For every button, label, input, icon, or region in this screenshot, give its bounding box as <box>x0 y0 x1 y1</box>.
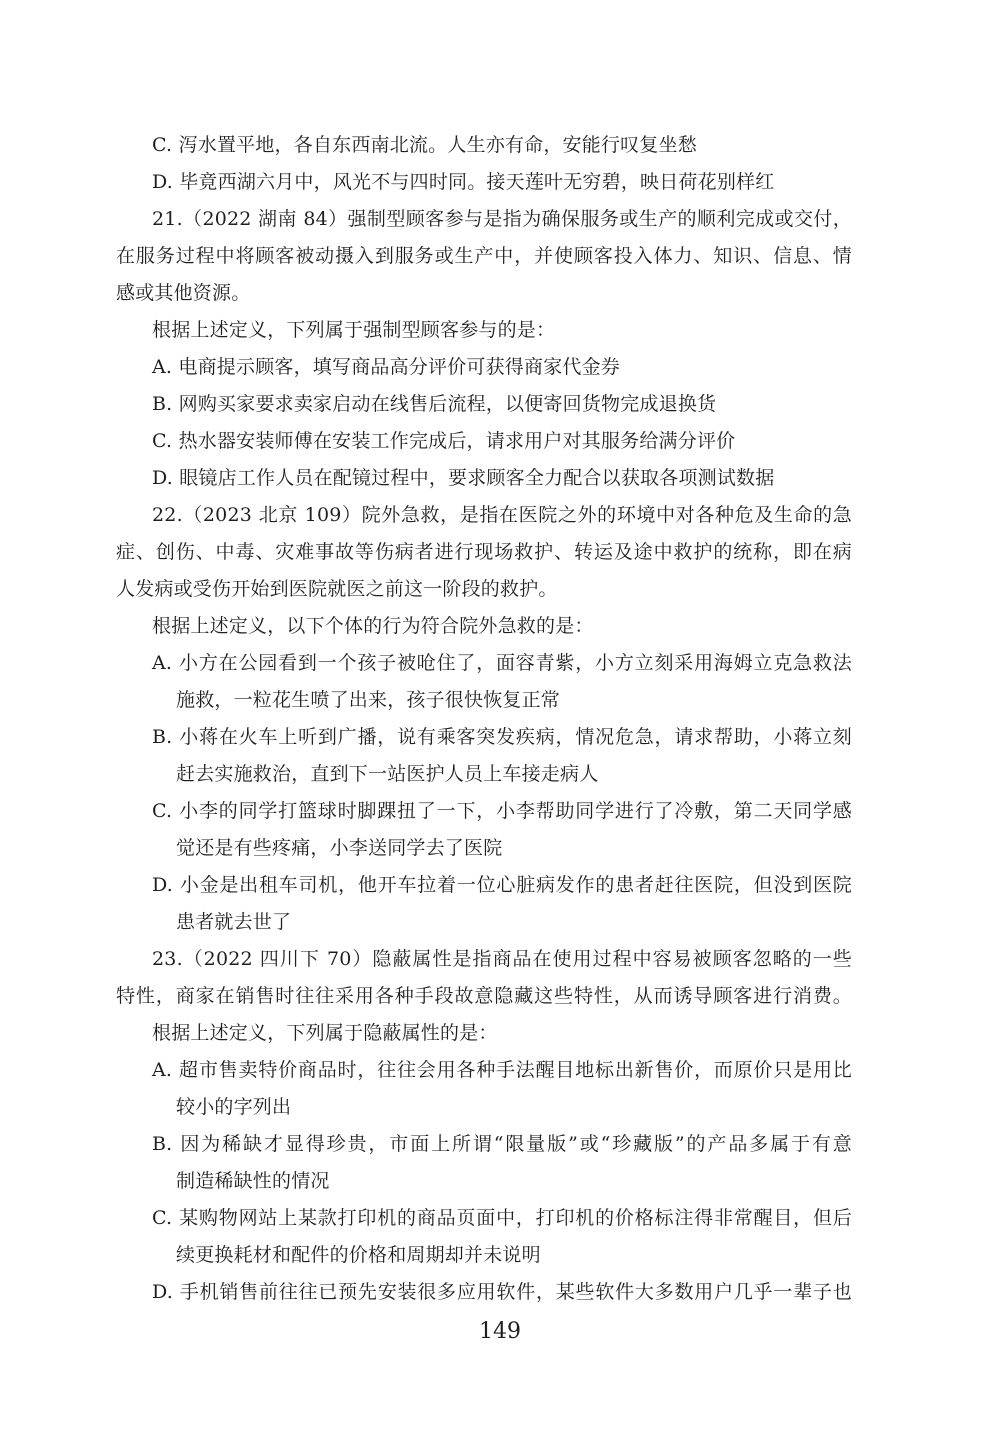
q21-option-d: D. 眼镜店工作人员在配镜过程中，要求顾客全力配合以获取各项测试数据 <box>152 467 775 489</box>
q23-option-b-line-2: 制造稀缺性的情况 <box>176 1170 330 1192</box>
q22-option-d-line-1: D. 小金是出租车司机，他开车拉着一位心脏病发作的患者赶往医院，但没到医院 <box>152 874 852 896</box>
q23-stem-line-1: 23.（2022 四川下 70）隐蔽属性是指商品在使用过程中容易被顾客忽略的一些 <box>152 948 852 970</box>
q22-option-c-line-1: C. 小李的同学打篮球时脚踝扭了一下，小李帮助同学进行了冷敷，第二天同学感 <box>152 800 852 822</box>
q22-stem-line-1: 22.（2023 北京 109）院外急救，是指在医院之外的环境中对各种危及生命的急 <box>152 504 852 526</box>
q21-stem-line-1: 21.（2022 湖南 84）强制型顾客参与是指为确保服务或生产的顺利完成或交付， <box>152 208 852 230</box>
page-number: 149 <box>479 1319 521 1344</box>
q23-option-d-line-1: D. 手机销售前往往已预先安装很多应用软件，某些软件大多数用户几乎一辈子也 <box>152 1281 852 1303</box>
q23-stem-line-2: 特性，商家在销售时往往采用各种手段故意隐藏这些特性，从而诱导顾客进行消费。 <box>116 985 852 1007</box>
q21-option-c: C. 热水器安装师傅在安装工作完成后，请求用户对其服务给满分评价 <box>152 430 736 452</box>
q22-option-a-line-1: A. 小方在公园看到一个孩子被呛住了，面容青紫，小方立刻采用海姆立克急救法 <box>152 652 852 674</box>
q21-option-a: A. 电商提示顾客，填写商品高分评价可获得商家代金券 <box>152 356 621 378</box>
q22-option-b-line-2: 赶去实施救治，直到下一站医护人员上车接走病人 <box>176 763 599 785</box>
q23-option-c-line-2: 续更换耗材和配件的价格和周期却并未说明 <box>176 1244 541 1266</box>
q23-prompt: 根据上述定义，下列属于隐蔽属性的是： <box>152 1022 498 1044</box>
q22-option-a-line-2: 施救，一粒花生喷了出来，孩子很快恢复正常 <box>176 689 561 711</box>
q23-option-b-line-1: B. 因为稀缺才显得珍贵，市面上所谓“限量版”或“珍藏版”的产品多属于有意 <box>152 1133 852 1155</box>
q23-option-a-line-2: 较小的字列出 <box>176 1096 292 1118</box>
q21-option-b: B. 网购买家要求卖家启动在线售后流程，以便寄回货物完成退换货 <box>152 393 717 415</box>
prev-option-c: C. 泻水置平地，各自东西南北流。人生亦有命，安能行叹复坐愁 <box>152 134 697 156</box>
q21-stem-line-3: 感或其他资源。 <box>116 282 251 304</box>
q22-prompt: 根据上述定义，以下个体的行为符合院外急救的是： <box>152 615 594 637</box>
q22-stem-line-2: 症、创伤、中毒、灾难事故等伤病者进行现场救护、转运及途中救护的统称，即在病 <box>116 541 852 563</box>
q21-stem-line-2: 在服务过程中将顾客被动摄入到服务或生产中，并使顾客投入体力、知识、信息、情 <box>116 245 852 267</box>
q22-stem-line-3: 人发病或受伤开始到医院就医之前这一阶段的救护。 <box>116 578 558 600</box>
q22-option-d-line-2: 患者就去世了 <box>176 911 292 933</box>
q21-prompt: 根据上述定义，下列属于强制型顾客参与的是： <box>152 319 556 341</box>
q22-option-c-line-2: 觉还是有些疼痛，小李送同学去了医院 <box>176 837 503 859</box>
q23-option-a-line-1: A. 超市售卖特价商品时，往往会用各种手法醒目地标出新售价，而原价只是用比 <box>152 1059 852 1081</box>
prev-option-d: D. 毕竟西湖六月中，风光不与四时同。接天莲叶无穷碧，映日荷花别样红 <box>152 171 775 193</box>
q23-option-c-line-1: C. 某购物网站上某款打印机的商品页面中，打印机的价格标注得非常醒目，但后 <box>152 1207 852 1229</box>
q22-option-b-line-1: B. 小蒋在火车上听到广播，说有乘客突发疾病，情况危急，请求帮助，小蒋立刻 <box>152 726 852 748</box>
